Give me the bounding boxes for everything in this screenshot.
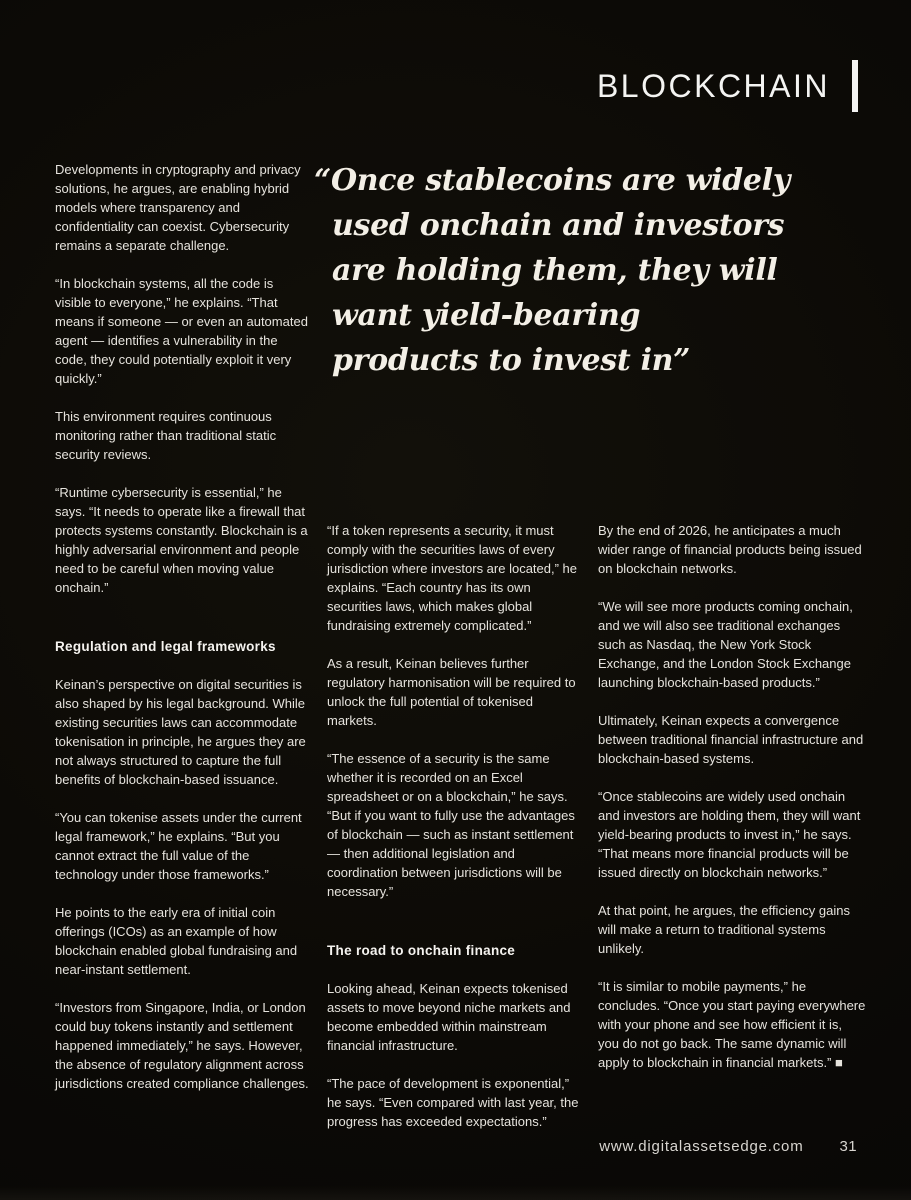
body-paragraph: Ultimately, Keinan expects a convergence between traditional financial infrastructure and blockchain-based systems. <box>598 713 864 766</box>
section-title: BLOCKCHAIN <box>596 68 830 104</box>
body-paragraph: Developments in cryptography and privacy solutions, he argues, are enabling hybrid models where transparency and confidentiality can coexist. Cybersecurity remains a separate challenge. <box>55 162 301 253</box>
page-footer <box>0 1133 911 1159</box>
body-paragraph: This environment requires continuous monitoring rather than traditional static security reviews. <box>55 409 277 462</box>
body-paragraph: By the end of 2026, he anticipates a much wider range of financial products being issued on blockchain networks. <box>598 523 862 576</box>
column-right <box>598 521 866 1091</box>
body-paragraph: Keinan’s perspective on digital securities is also shaped by his legal background. While existing securities laws can accommodate tokenisation in principle, he argues they are not always structured to capture the full benefits of blockchain-based issuance. <box>55 677 306 787</box>
body-paragraph: “We will see more products coming onchain, and we will also see traditional exchanges such as Nasdaq, the New York Stock Exchange, and the London Stock Exchange launching blockchain-based products.” <box>598 599 853 690</box>
body-paragraph: “The pace of development is exponential,” he says. “Even compared with last year, the progress has exceeded expectations.” <box>327 1076 579 1129</box>
body-paragraph: “The essence of a security is the same whether it is recorded on an Excel spreadsheet or on a blockchain,” he says. “But if you want to fully use the advantages of blockchain — such as instant settlement — then additional legislation and coordination between jurisdictions will be necessary.” <box>327 751 575 899</box>
pull-quote: “Once stablecoins are widely used onchain and investors are holding them, they will want yield-bearing products to invest in” <box>314 163 790 378</box>
body-paragraph: “If a token represents a security, it must comply with the securities laws of every jurisdiction where investors are located,” he explains. “Each country has its own securities laws, which makes global fundraising extremely complicated.” <box>327 523 578 633</box>
page-header <box>597 60 858 112</box>
body-paragraph: “In blockchain systems, all the code is visible to everyone,” he explains. “That means if someone — or even an automated agent — identifies a vulnerability in the code, they could potentially exploit it very quickly.” <box>55 276 308 386</box>
subheading-regulation-legal-frameworks: Regulation and legal frameworks <box>55 639 276 654</box>
body-paragraph: He points to the early era of initial coin offerings (ICOs) as an example of how blockchain enabled global fundraising and near-instant settlement. <box>55 905 298 977</box>
header-rule-bar <box>852 60 858 112</box>
body-paragraph-end: “It is similar to mobile payments,” he concludes. “Once you start paying everywhere with your phone and see how efficient it is, you do not go back. The same dynamic will apply to blockchain in financial markets.” ■ <box>598 979 866 1070</box>
body-paragraph: Looking ahead, Keinan expects tokenised assets to move beyond niche markets and become embedded within mainstream financial infrastructure. <box>327 981 571 1053</box>
column-left <box>55 160 311 1112</box>
website-url: www.digitalassetsedge.com <box>599 1137 804 1155</box>
body-paragraph: “Once stablecoins are widely used onchain and investors are holding them, they will want yield-bearing products to invest in,” he says. “That means more financial products will be issued directly on blockchain networks.” <box>598 789 861 880</box>
body-paragraph: At that point, he argues, the efficiency gains will make a return to traditional systems unlikely. <box>598 903 850 956</box>
body-paragraph: “Runtime cybersecurity is essential,” he says. “It needs to operate like a firewall that protects systems constantly. Blockchain is a highly adversarial environment and people need to be careful when moving value onchain.” <box>55 485 308 595</box>
page-number: 31 <box>839 1137 857 1155</box>
column-middle <box>327 521 584 1150</box>
body-paragraph: “You can tokenise assets under the current legal framework,” he explains. “But you cannot extract the full value of the technology under those frameworks.” <box>55 810 302 882</box>
subheading-road-to-onchain-finance: The road to onchain finance <box>327 943 516 958</box>
body-paragraph: “Investors from Singapore, India, or London could buy tokens instantly and settlement happened immediately,” he says. However, the absence of regulatory alignment across jurisdictions created compliance challenges. <box>55 1000 309 1091</box>
body-paragraph: As a result, Keinan believes further regulatory harmonisation will be required to unlock the full potential of tokenised markets. <box>327 656 576 728</box>
